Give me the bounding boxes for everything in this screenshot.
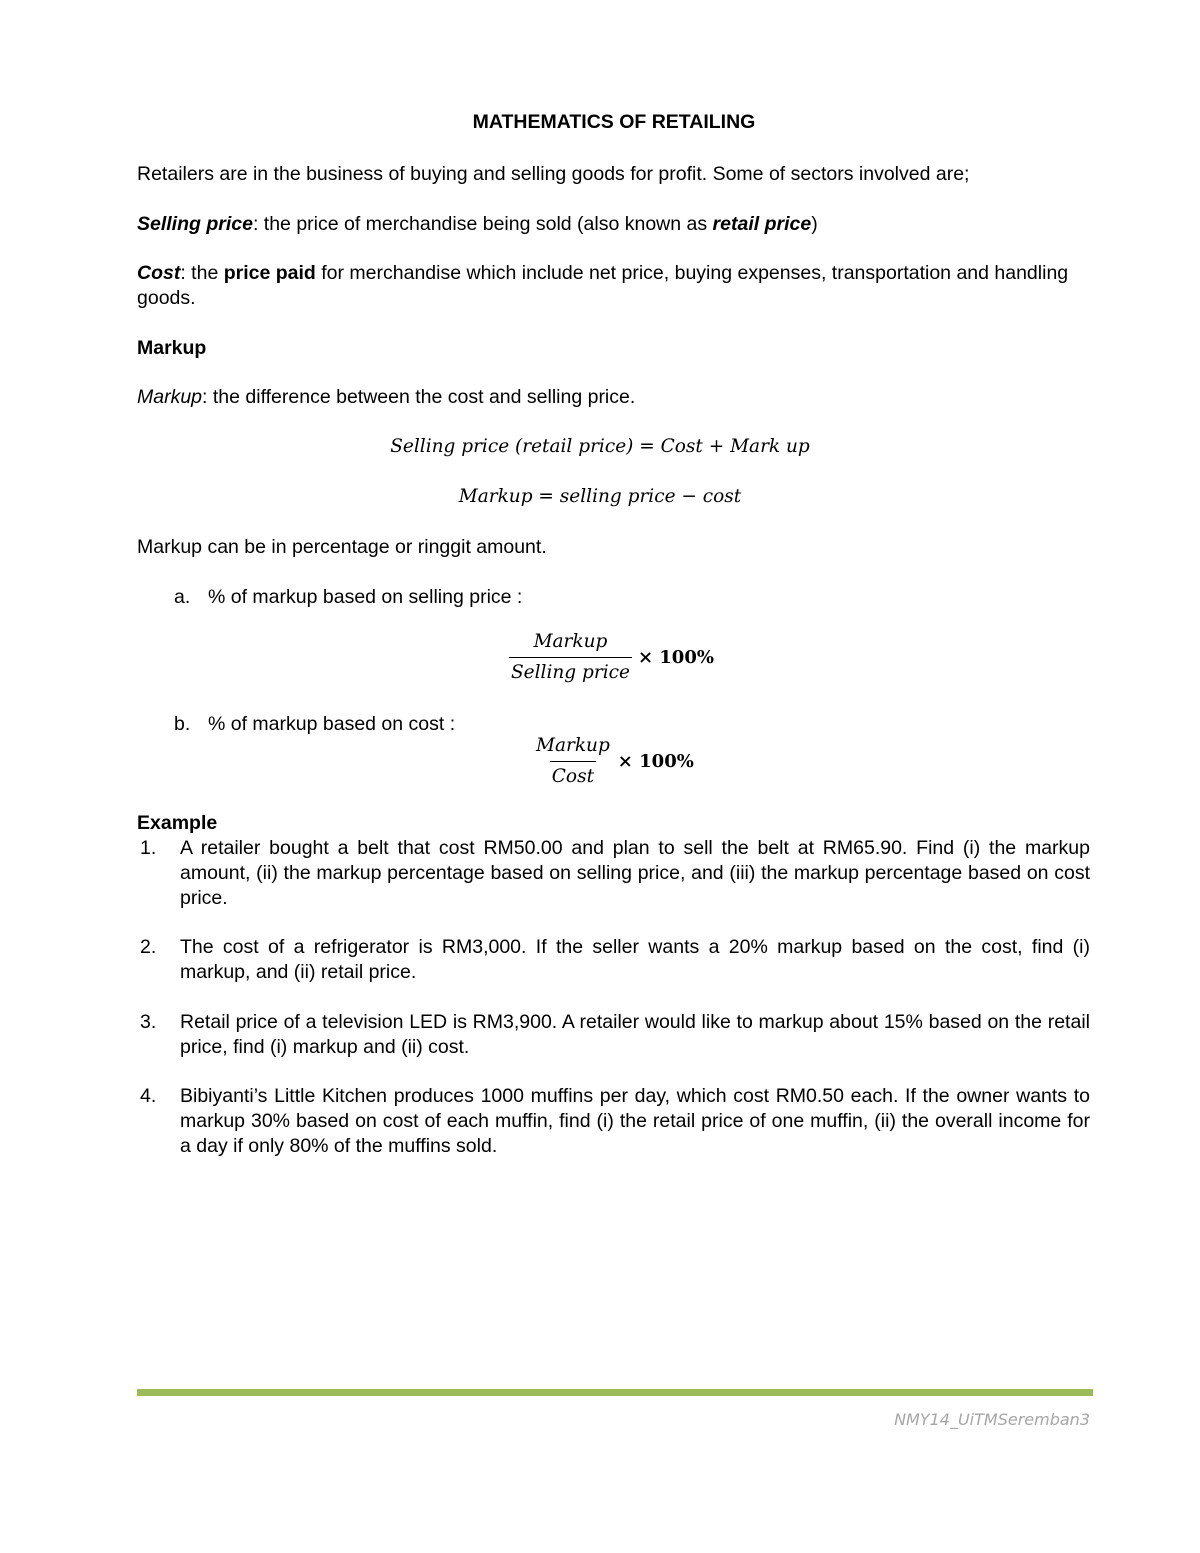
example-number-4: 4. (140, 1085, 157, 1107)
markup-def-text: : the difference between the cost and selling price. (202, 386, 636, 408)
example-number-1: 1. (140, 837, 157, 859)
example-text-1: A retailer bought a belt that cost RM50.00 and plan to sell the belt at RM65.90. Find (i) the markup amount, (ii) the markup percentage based on selling price, and (iii) the markup percentage based on cost price. (180, 837, 1090, 909)
example-heading: Example (137, 812, 218, 834)
list-text-b: % of markup based on cost : (208, 713, 456, 735)
list-label-b: b. (174, 713, 191, 735)
cost-text-1: : the (180, 262, 224, 284)
intro-paragraph: Retailers are in the business of buying and selling goods for profit. Some of sectors involved are; (137, 163, 970, 185)
page-title: MATHEMATICS OF RETAILING (472, 111, 756, 133)
fraction-markup-selling-price (509, 630, 714, 685)
footer-divider (137, 1389, 1093, 1396)
fraction-markup-cost (534, 734, 694, 789)
footer-label: NMY14_UiTMSeremban3 (894, 1410, 1090, 1429)
selling-price-definition (137, 212, 1092, 237)
example-text-2: The cost of a refrigerator is RM3,000. If the seller wants a 20% markup based on the cost, find (i) markup, and (ii) retail price. (180, 936, 1090, 983)
list-label-a: a. (174, 586, 191, 608)
example-number-2: 2. (140, 936, 157, 958)
list-text-a: % of markup based on selling price : (208, 586, 523, 608)
fraction-a-denominator: Selling price (509, 657, 632, 685)
markup-heading: Markup (137, 337, 207, 359)
markup-definition (137, 385, 1092, 410)
formula-selling-price: Selling price (retail price) = Cost + Mark up (390, 436, 810, 457)
fraction-b-numerator: Markup (536, 735, 610, 756)
markup-forms-text: Markup can be in percentage or ringgit amount. (137, 536, 547, 558)
fraction-b-denominator: Cost (550, 761, 596, 789)
retail-price-term: retail price (712, 213, 812, 235)
cost-term: Cost (137, 262, 181, 284)
example-text-3: Retail price of a television LED is RM3,900. A retailer would like to markup about 15% based on the retail price, find (i) markup and (ii) cost. (180, 1011, 1090, 1058)
selling-price-term: Selling price (137, 213, 253, 235)
times-100-percent-b: × 100% (617, 751, 694, 772)
example-text-4: Bibiyanti’s Little Kitchen produces 1000 muffins per day, which cost RM0.50 each. If the owner wants to markup 30% based on cost of each muffin, find (i) the retail price of one muffin, (ii) the overall income for a day if only 80% of the muffins sold. (180, 1085, 1090, 1157)
cost-text-2: for merchandise which include net price, buying expenses, transportation and handling goods. (137, 262, 1069, 309)
markup-term: Markup (137, 386, 203, 408)
times-100-percent-a: × 100% (637, 647, 714, 668)
selling-price-close: ) (811, 213, 818, 235)
cost-definition (137, 261, 1092, 311)
selling-price-text: : the price of merchandise being sold (also known as (252, 213, 713, 235)
price-paid-bold: price paid (223, 262, 316, 284)
fraction-a-numerator: Markup (533, 631, 608, 652)
example-number-3: 3. (140, 1011, 157, 1033)
formula-markup: Markup = selling price − cost (458, 486, 742, 507)
